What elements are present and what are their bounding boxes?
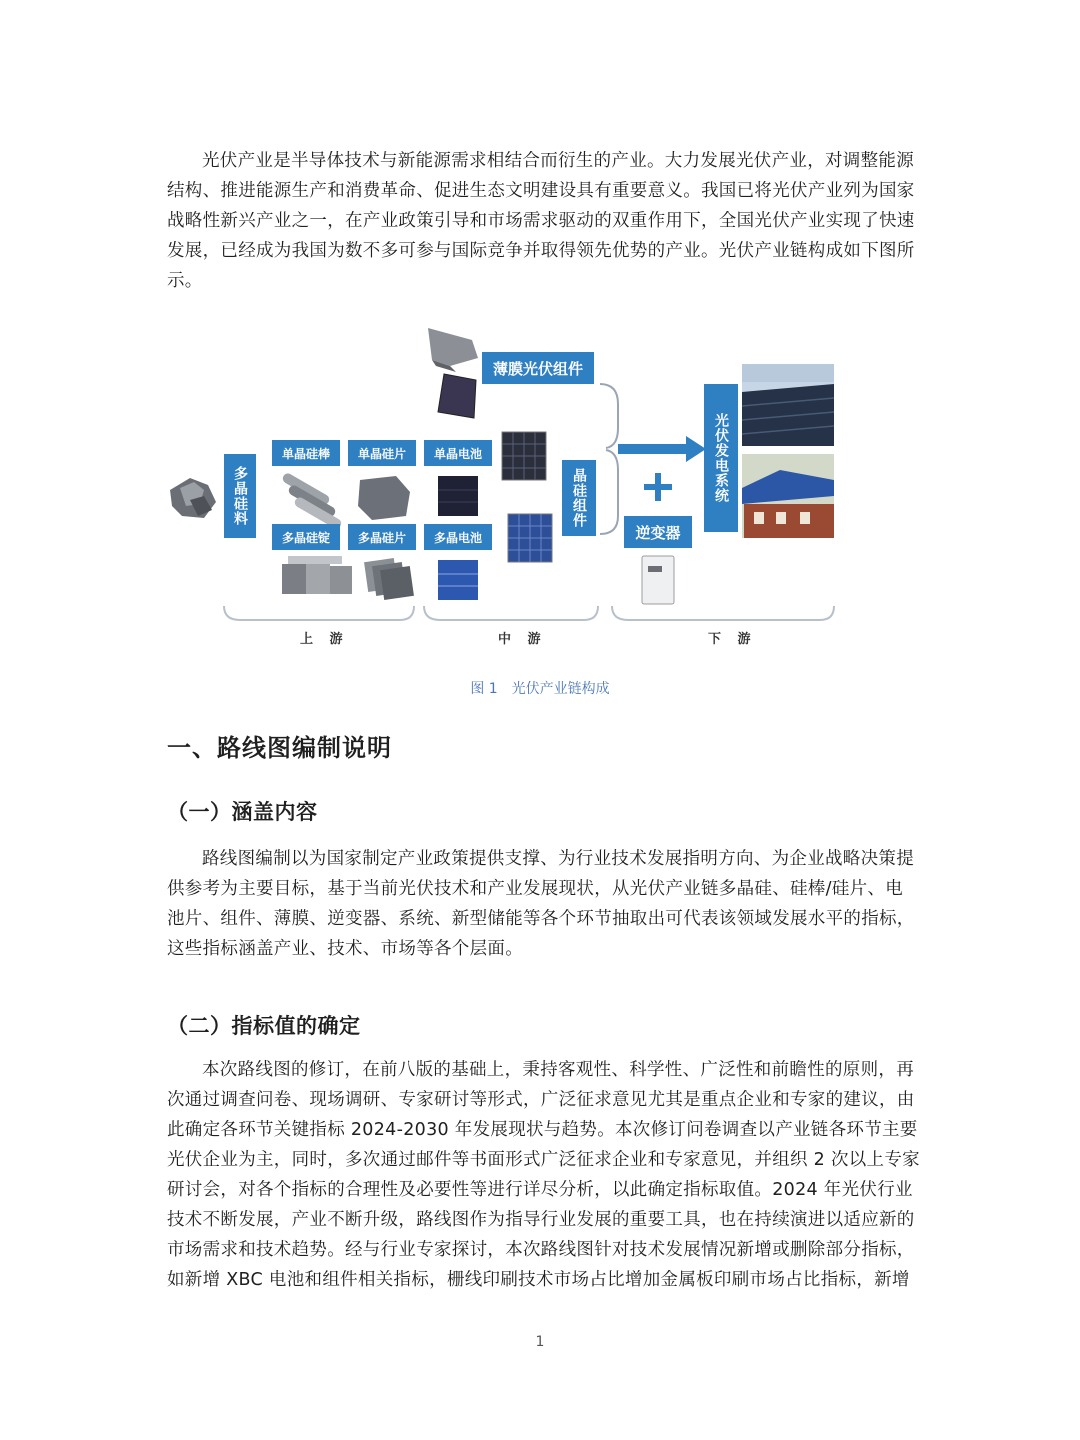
multi-cell-image bbox=[438, 560, 478, 600]
intro-line: 示。 bbox=[167, 271, 203, 291]
mono-cell-image bbox=[438, 476, 478, 516]
midstream-label: 中 游 bbox=[498, 632, 547, 647]
intro-line: 光伏产业是半导体技术与新能源需求相结合而衍生的产业。大力发展光伏产业，对调整能源 bbox=[202, 151, 914, 171]
thin-film-panel-image bbox=[438, 374, 476, 418]
paragraph-line: 次通过调查问卷、现场调研、专家研讨等形式，广泛征求意见尤其是重点企业和专家的建议，由 bbox=[167, 1090, 915, 1110]
polysilicon-label: 多晶硅料 bbox=[224, 454, 256, 538]
multi-cell-label: 多晶电池 bbox=[424, 524, 492, 550]
solar-farm-image bbox=[742, 364, 834, 446]
paragraph-line: 本次路线图的修订，在前八版的基础上，秉持客观性、科学性、广泛性和前瞻性的原则，再 bbox=[202, 1060, 914, 1080]
subsection-heading: （一）涵盖内容 bbox=[167, 800, 318, 824]
mono-rod-label: 单晶硅棒 bbox=[272, 440, 340, 466]
inverter-label: 逆变器 bbox=[624, 516, 692, 548]
mono-wafer-label: 单晶硅片 bbox=[348, 440, 416, 466]
paragraph-line: 池片、组件、薄膜、逆变器、系统、新型储能等各个环节抽取出可代表该领域发展水平的指标， bbox=[167, 909, 915, 929]
inverter-image bbox=[642, 556, 674, 604]
thin-film-module-label: 薄膜光伏组件 bbox=[482, 352, 594, 384]
figure-caption: 图 1 光伏产业链构成 bbox=[470, 681, 610, 697]
polysilicon-chunks-image bbox=[170, 478, 216, 518]
paragraph-line: 路线图编制以为国家制定产业政策提供支撑、为行业技术发展指明方向、为企业战略决策提 bbox=[202, 849, 914, 869]
pv-industry-chain-figure bbox=[160, 320, 850, 660]
paragraph-line: 研讨会，对各个指标的合理性及必要性等进行详尽分析，以此确定指标取值。2024 年光伏行业 bbox=[167, 1180, 913, 1200]
paragraph-line: 如新增 XBC 电池和组件相关指标，栅线印刷技术市场占比增加金属板印刷市场占比指标，新增 bbox=[167, 1270, 910, 1290]
multi-wafer-label: 多晶硅片 bbox=[348, 524, 416, 550]
downstream-label: 下 游 bbox=[708, 632, 757, 647]
rooftop-pv-image bbox=[742, 454, 834, 538]
multi-wafer-image bbox=[364, 558, 414, 600]
multi-ingot-image bbox=[282, 556, 352, 594]
crystalline-module-label: 晶硅组件 bbox=[562, 460, 596, 536]
crystalline-module-image bbox=[502, 432, 552, 562]
mono-cell-label: 单晶电池 bbox=[424, 440, 492, 466]
mono-wafer-image bbox=[358, 476, 410, 520]
paragraph-line: 技术不断发展，产业不断升级，路线图作为指导行业发展的重要工具，也在持续演进以适应新的 bbox=[167, 1210, 915, 1230]
coverage-paragraph bbox=[167, 844, 915, 964]
indicator-paragraph bbox=[167, 1055, 920, 1295]
plus-icon bbox=[644, 473, 672, 501]
paragraph-line: 供参考为主要目标，基于当前光伏技术和产业发展现状，从光伏产业链多晶硅、硅棒/硅片、电 bbox=[167, 879, 903, 899]
paragraph-line: 此确定各环节关键指标 2024-2030 年发展现状与趋势。本次修订问卷调查以产业链各环节主要 bbox=[167, 1120, 918, 1140]
multi-ingot-label: 多晶硅锭 bbox=[272, 524, 340, 550]
intro-line: 战略性新兴产业之一，在产业政策引导和市场需求驱动的双重作用下，全国光伏产业实现了快速 bbox=[167, 211, 915, 231]
paragraph-line: 光伏企业为主，同时，多次通过邮件等书面形式广泛征求企业和专家意见，并组织 2 次以上专家 bbox=[167, 1150, 920, 1170]
flow-arrow-icon bbox=[618, 436, 706, 462]
thin-film-sheet-image bbox=[428, 328, 478, 372]
intro-line: 结构、推进能源生产和消费革命、促进生态文明建设具有重要意义。我国已将光伏产业列为国家 bbox=[167, 181, 915, 201]
intro-line: 发展，已经成为我国为数不多可参与国际竞争并取得领先优势的产业。光伏产业链构成如下图所 bbox=[167, 241, 915, 261]
subsection-heading: （二）指标值的确定 bbox=[167, 1014, 361, 1038]
section-heading: 一、路线图编制说明 bbox=[167, 734, 392, 762]
paragraph-line: 这些指标涵盖产业、技术、市场等各个层面。 bbox=[167, 939, 523, 959]
page-number: 1 bbox=[535, 1334, 545, 1350]
pv-system-label: 光伏发电系统 bbox=[704, 384, 738, 532]
mono-silicon-rod-image bbox=[281, 472, 343, 531]
upstream-label: 上 游 bbox=[300, 632, 349, 647]
paragraph-line: 市场需求和技术趋势。经与行业专家探讨，本次路线图针对技术发展情况新增或删除部分指标， bbox=[167, 1240, 915, 1260]
intro-paragraph bbox=[167, 146, 915, 296]
